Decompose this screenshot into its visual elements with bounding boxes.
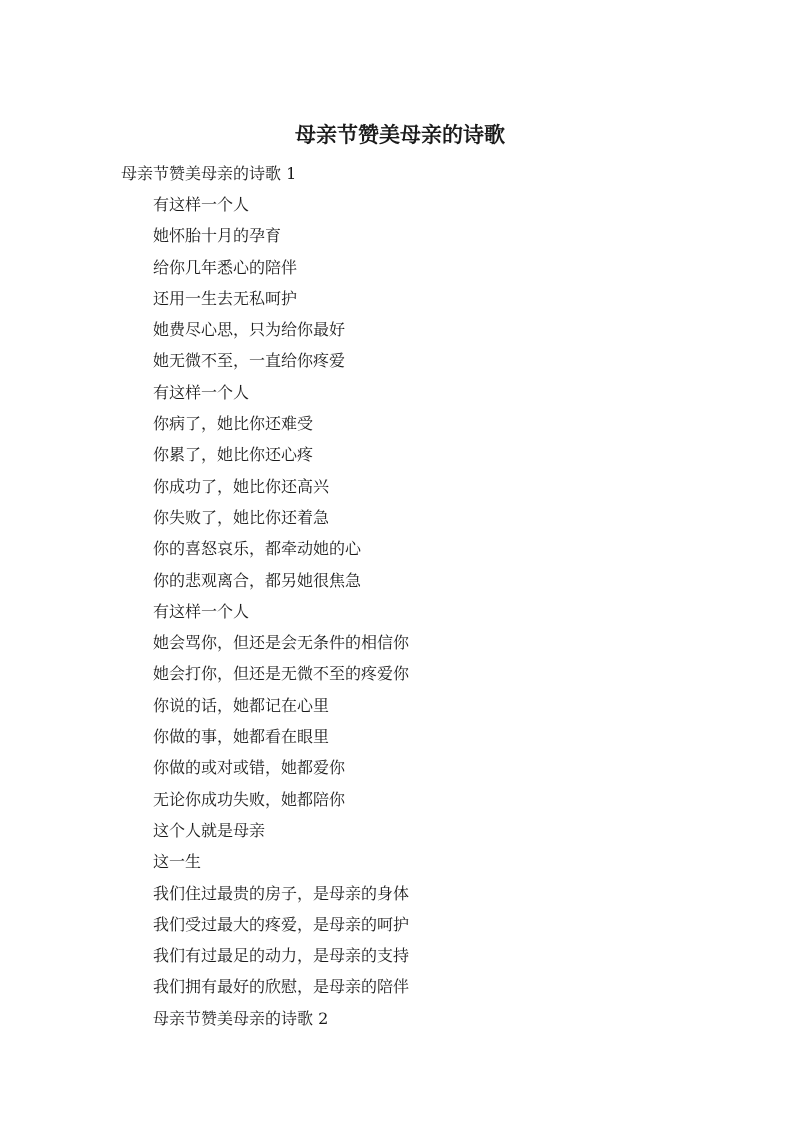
poem-line: 你的悲观离合，都另她很焦急 bbox=[153, 570, 362, 590]
poem-line: 还用一生去无私呵护 bbox=[153, 288, 298, 308]
poem-line: 你做的事，她都看在眼里 bbox=[153, 727, 330, 747]
poem-line: 有这样一个人 bbox=[153, 195, 250, 214]
poem-line: 无论你成功失败，她都陪你 bbox=[153, 789, 346, 809]
poem-line: 她怀胎十月的孕育 bbox=[153, 226, 282, 246]
poem-line: 我们受过最大的疼爱，是母亲的呵护 bbox=[153, 914, 410, 934]
poem-lines bbox=[153, 193, 409, 1038]
poem-line: 你失败了，她比你还着急 bbox=[153, 507, 330, 527]
document-title: 母亲节赞美母亲的诗歌 bbox=[295, 123, 505, 147]
poem-line: 她费尽心思，只为给你最好 bbox=[153, 320, 346, 340]
poem-line: 我们有过最足的动力，是母亲的支持 bbox=[153, 946, 410, 966]
poem-line: 我们住过最贵的房子，是母亲的身体 bbox=[153, 883, 410, 903]
poem-line: 你成功了，她比你还高兴 bbox=[153, 476, 330, 496]
poem-line: 有这样一个人 bbox=[153, 601, 250, 621]
poem-line: 这一生 bbox=[153, 852, 202, 872]
poem-line: 你说的话，她都记在心里 bbox=[153, 695, 330, 715]
poem-line: 你的喜怒哀乐，都牵动她的心 bbox=[153, 539, 362, 559]
section-heading: 母亲节赞美母亲的诗歌 1 bbox=[121, 164, 297, 183]
poem-line: 她无微不至，一直给你疼爱 bbox=[153, 351, 346, 371]
poem-line: 有这样一个人 bbox=[153, 382, 250, 402]
poem-line: 她会骂你，但还是会无条件的相信你 bbox=[153, 633, 410, 653]
poem-line: 你累了，她比你还心疼 bbox=[153, 445, 314, 465]
poem-line: 我们拥有最好的欣慰，是母亲的陪伴 bbox=[153, 977, 410, 997]
poem-line: 这个人就是母亲 bbox=[153, 820, 266, 840]
poem-line: 给你几年悉心的陪伴 bbox=[153, 257, 298, 277]
poem-line: 你做的或对或错，她都爱你 bbox=[153, 758, 346, 778]
poem-line: 她会打你，但还是无微不至的疼爱你 bbox=[153, 664, 410, 684]
section-heading-2: 母亲节赞美母亲的诗歌 2 bbox=[153, 1008, 329, 1028]
poem-line: 你病了，她比你还难受 bbox=[153, 414, 314, 434]
